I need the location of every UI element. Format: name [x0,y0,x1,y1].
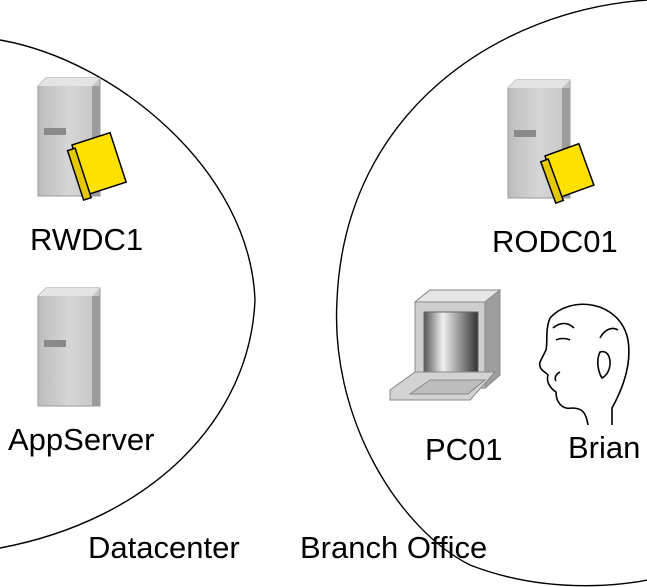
branch-office-label: Branch Office [300,530,488,565]
pc-desktop-icon [390,290,500,400]
brian-label: Brian [568,430,641,465]
pc-label: PC01 [425,432,503,467]
user-head-icon [540,304,629,425]
appserver-server-icon [38,288,100,406]
datacenter-label: Datacenter [88,530,240,565]
rwdc-label: RWDC1 [30,222,144,257]
appserver-label: AppServer [8,422,155,457]
rodc-label: RODC01 [492,224,618,259]
